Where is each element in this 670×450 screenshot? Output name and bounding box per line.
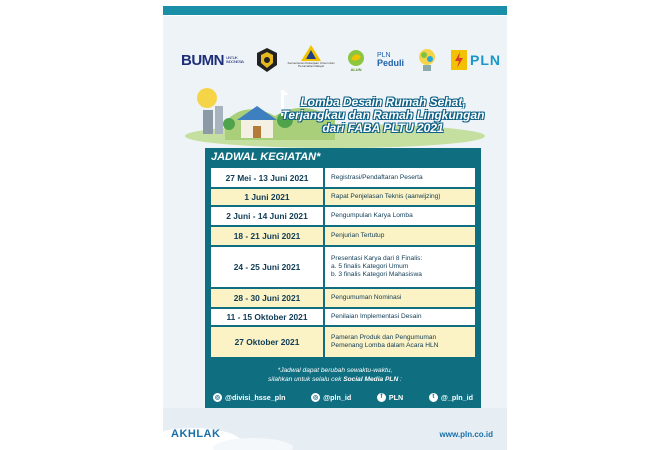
schedule-date: 28 - 30 Juni 2021 xyxy=(211,289,323,307)
schedule-activity xyxy=(325,189,475,205)
activity-line: Pemenang Lomba dalam Acara HLN xyxy=(331,342,439,349)
schedule-date: 11 - 15 Oktober 2021 xyxy=(211,309,323,325)
activity-line: Presentasi Karya dari 8 Finalis: xyxy=(331,255,423,262)
schedule-activity xyxy=(325,227,475,245)
esdm-logo xyxy=(255,44,279,76)
social-label: @divisi_hsse_pln xyxy=(225,392,286,402)
banner-title-line-3: dari FABA PLTU 2021 xyxy=(322,121,444,135)
bumn-logo xyxy=(181,44,252,76)
social-facebook[interactable] xyxy=(377,393,403,402)
logo-row xyxy=(163,44,507,76)
banner-title xyxy=(273,96,493,135)
schedule-row xyxy=(211,247,475,287)
social-label: @_pln_id xyxy=(440,392,473,402)
website-link[interactable]: www.pln.co.id xyxy=(439,430,493,439)
twitter-icon: t xyxy=(429,393,438,402)
pln-peduli-logo xyxy=(375,44,404,76)
esdm-emblem-icon xyxy=(255,47,279,73)
pln-peduli-bottom: Peduli xyxy=(377,58,405,68)
schedule-row xyxy=(211,207,475,225)
schedule-activity xyxy=(325,327,475,357)
note-prefix: silahkan untuk selalu cek xyxy=(268,376,344,383)
activity-line: Pameran Produk dan Pengumuman xyxy=(331,334,437,341)
top-bar xyxy=(163,0,507,16)
pln-logo-text: PLN xyxy=(470,52,501,68)
pupr-emblem-icon xyxy=(300,44,322,62)
lightbulb-icon xyxy=(417,47,437,73)
schedule-activity xyxy=(325,247,475,287)
pupr-logo xyxy=(285,44,337,76)
activity-line: b. 3 finalis Kategori Mahasiswa xyxy=(331,271,422,278)
bumn-logo-text: BUMN xyxy=(181,51,224,69)
activity-line: Penjurian Tertutup xyxy=(331,232,385,239)
social-label: @pln_id xyxy=(323,392,352,402)
schedule-date: 27 Mei - 13 Juni 2021 xyxy=(211,168,323,187)
schedule-row xyxy=(211,189,475,205)
bulb-logo xyxy=(417,44,437,76)
alun-caption: ALUN xyxy=(350,66,362,72)
activity-line: Registrasi/Pendaftaran Peserta xyxy=(331,173,423,181)
schedule-activity xyxy=(325,289,475,307)
activity-line: Pengumuman Nominasi xyxy=(331,294,402,301)
schedule-row xyxy=(211,327,475,357)
schedule-activity xyxy=(325,309,475,325)
schedule-row xyxy=(211,227,475,245)
schedule-heading: JADWAL KEGIATAN* xyxy=(211,151,321,163)
activity-line: Pengumpulan Karya Lomba xyxy=(331,212,413,219)
alun-logo xyxy=(347,44,365,76)
pln-lightning-icon xyxy=(451,50,467,70)
social-label: PLN xyxy=(388,392,404,402)
schedule-date: 24 - 25 Juni 2021 xyxy=(211,247,323,287)
facebook-icon: f xyxy=(377,393,386,402)
banner-title-line-2: Terjangkau dan Ramah Lingkungan xyxy=(281,108,485,122)
pupr-caption: Kementerian Pekerjaan Umum dan Perumahan Rakyat xyxy=(287,61,335,69)
akhlak-logo: AKHLAK xyxy=(171,428,221,440)
social-links xyxy=(213,390,473,404)
activity-line: Rapat Penjelasan Teknis (aanwijzing) xyxy=(331,193,441,200)
note-line-1: *Jadwal dapat berubah sewaktu-waktu, xyxy=(277,367,393,374)
schedule-date: 27 Oktober 2021 xyxy=(211,327,323,357)
poster xyxy=(163,0,507,450)
social-twitter[interactable] xyxy=(429,393,473,402)
alun-leaf-icon xyxy=(347,49,365,67)
note-bold: Social Media PLN xyxy=(343,376,399,383)
schedule-row xyxy=(211,168,475,187)
schedule-row xyxy=(211,309,475,325)
schedule-date: 2 Juni - 14 Juni 2021 xyxy=(211,207,323,225)
bumn-logo-sub: UNTUK INDONESIA xyxy=(226,55,244,64)
schedule-row xyxy=(211,289,475,307)
note-suffix: : xyxy=(398,376,402,383)
top-stripe xyxy=(163,6,507,15)
activity-line: Penilaian Implementasi Desain xyxy=(331,313,422,320)
schedule-note xyxy=(163,366,507,384)
instagram-icon: ◎ xyxy=(214,394,221,401)
banner-title-line-1: Lomba Desain Rumah Sehat, xyxy=(300,95,466,109)
social-instagram-hsse[interactable] xyxy=(213,393,286,402)
schedule-activity xyxy=(325,207,475,225)
schedule-activity xyxy=(325,168,475,187)
note-line-2 xyxy=(163,375,507,384)
schedule-date: 18 - 21 Juni 2021 xyxy=(211,227,323,245)
social-instagram-pln[interactable] xyxy=(311,393,351,402)
instagram-icon: ◎ xyxy=(313,394,319,401)
pln-peduli-top: PLN xyxy=(377,52,391,59)
schedule-date: 1 Juni 2021 xyxy=(211,189,323,205)
activity-line: a. 5 finalis Kategori Umum xyxy=(331,263,409,270)
schedule-panel xyxy=(205,148,481,362)
pln-logo xyxy=(451,44,501,76)
